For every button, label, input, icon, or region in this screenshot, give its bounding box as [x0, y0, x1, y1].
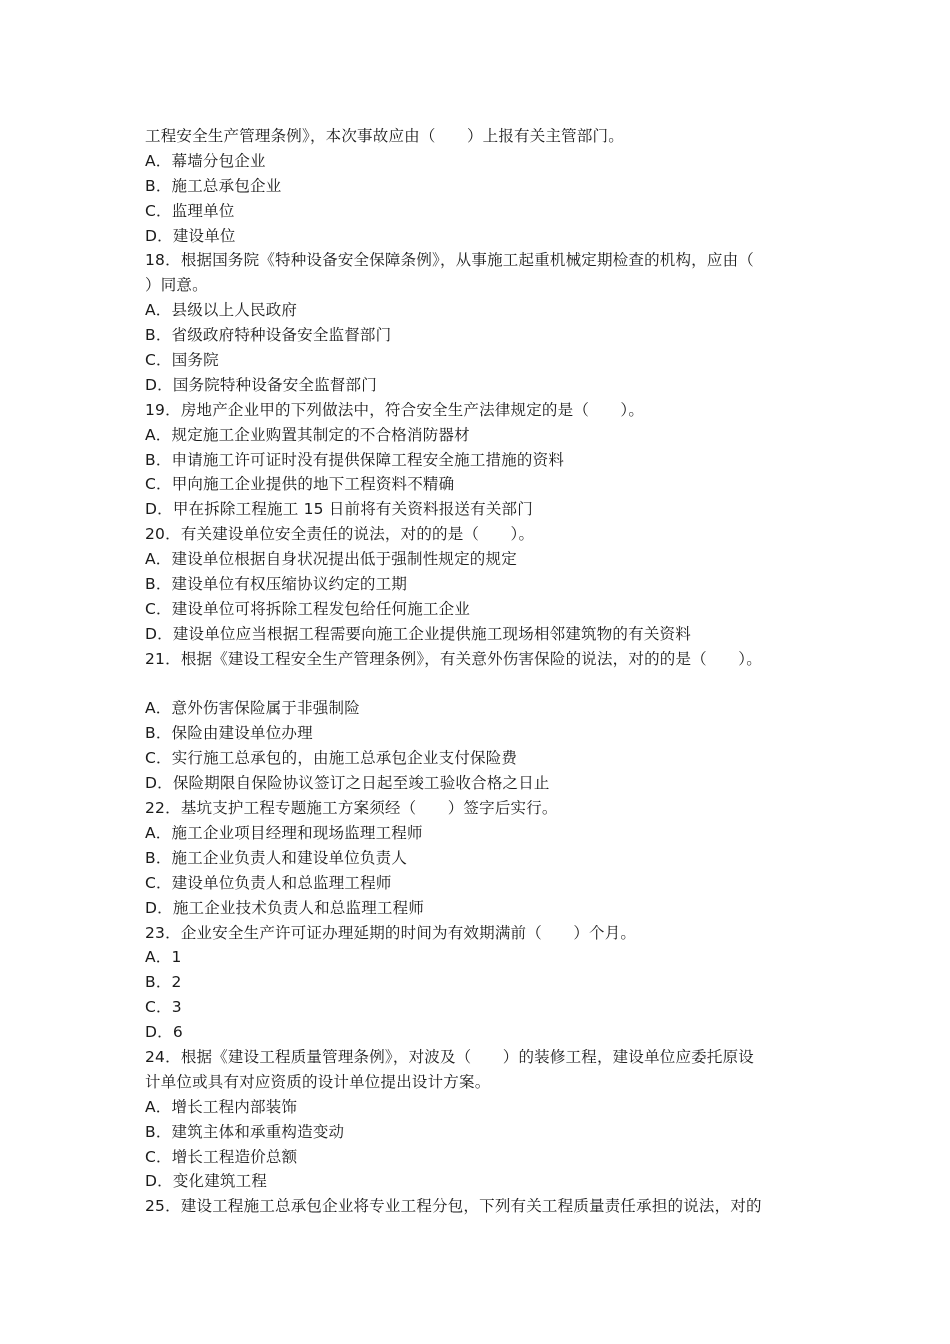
- option-line: C．实行施工总承包的，由施工总承包企业支付保险费: [145, 749, 518, 768]
- question-line: 24．根据《建设工程质量管理条例》，对波及（ ）的装修工程，建设单位应委托原设: [145, 1047, 754, 1066]
- option-line: A．意外伤害保险属于非强制险: [145, 699, 360, 718]
- text-line: 工程安全生产管理条例》，本次事故应由（ ）上报有关主管部门。: [145, 127, 624, 145]
- option-line: A．1: [145, 948, 182, 967]
- question-line: 22．基坑支护工程专题施工方案须经（ ）签字后实行。: [145, 799, 558, 818]
- option-line: C．甲向施工企业提供的地下工程资料不精确: [145, 475, 455, 494]
- option-line: B．施工总承包企业: [145, 176, 282, 195]
- option-line: D．建设单位: [145, 226, 236, 245]
- option-line: A．施工企业项目经理和现场监理工程师: [145, 823, 423, 842]
- option-line: D．施工企业技术负责人和总监理工程师: [145, 898, 425, 917]
- option-line: C．3: [145, 998, 182, 1017]
- option-line: C．建设单位负责人和总监理工程师: [145, 873, 392, 892]
- option-line: C．增长工程造价总额: [145, 1147, 298, 1166]
- blank-line: [145, 672, 835, 697]
- option-line: A．建设单位根据自身状况提出低于强制性规定的规定: [145, 550, 517, 569]
- question-line: 21．根据《建设工程安全生产管理条例》，有关意外伤害保险的说法，对的的是（ ）。: [145, 649, 762, 668]
- question-line: 20．有关建设单位安全责任的说法，对的的是（ ）。: [145, 525, 535, 544]
- question-line: 23．企业安全生产许可证办理延期的时间为有效期满前（ ）个月。: [145, 923, 637, 942]
- option-line: B．2: [145, 973, 182, 992]
- option-line: D．建设单位应当根据工程需要向施工企业提供施工现场相邻建筑物的有关资料: [145, 624, 691, 643]
- option-line: D．国务院特种设备安全监督部门: [145, 375, 377, 394]
- option-line: B．省级政府特种设备安全监督部门: [145, 326, 392, 345]
- option-line: B．建设单位有权压缩协议约定的工期: [145, 575, 408, 594]
- option-line: C．建设单位可将拆除工程发包给任何施工企业: [145, 599, 471, 618]
- question-text-body: [145, 124, 835, 1219]
- question-line: 25．建设工程施工总承包企业将专业工程分包，下列有关工程质量责任承担的说法，对的: [145, 1197, 762, 1216]
- option-line: C．国务院: [145, 351, 219, 370]
- option-line: A．县级以上人民政府: [145, 301, 298, 320]
- option-line: D．变化建筑工程: [145, 1172, 268, 1191]
- option-line: B．申请施工许可证时没有提供保障工程安全施工措施的资料: [145, 450, 565, 469]
- option-line: C．监理单位: [145, 201, 235, 220]
- option-line: B．保险由建设单位办理: [145, 724, 313, 743]
- option-line: A．规定施工企业购置其制定的不合格消防器材: [145, 425, 470, 444]
- option-line: A．幕墙分包企业: [145, 151, 266, 170]
- option-line: D．保险期限自保险协议签订之日起至竣工验收合格之日止: [145, 774, 550, 793]
- text-line: 计单位或具有对应资质的设计单位提出设计方案。: [145, 1072, 491, 1091]
- option-line: D．甲在拆除工程施工 15 日前将有关资料报送有关部门: [145, 500, 533, 519]
- option-line: B．施工企业负责人和建设单位负责人: [145, 848, 408, 867]
- question-line: 19．房地产企业甲的下列做法中，符合安全生产法律规定的是（ ）。: [145, 400, 645, 419]
- question-line: 18．根据国务院《特种设备安全保障条例》，从事施工起重机械定期检查的机构，应由（: [145, 251, 754, 270]
- option-line: B．建筑主体和承重构造变动: [145, 1122, 345, 1141]
- text-line: ）同意。: [145, 276, 208, 295]
- option-line: A．增长工程内部装饰: [145, 1097, 298, 1116]
- option-line: D．6: [145, 1023, 183, 1042]
